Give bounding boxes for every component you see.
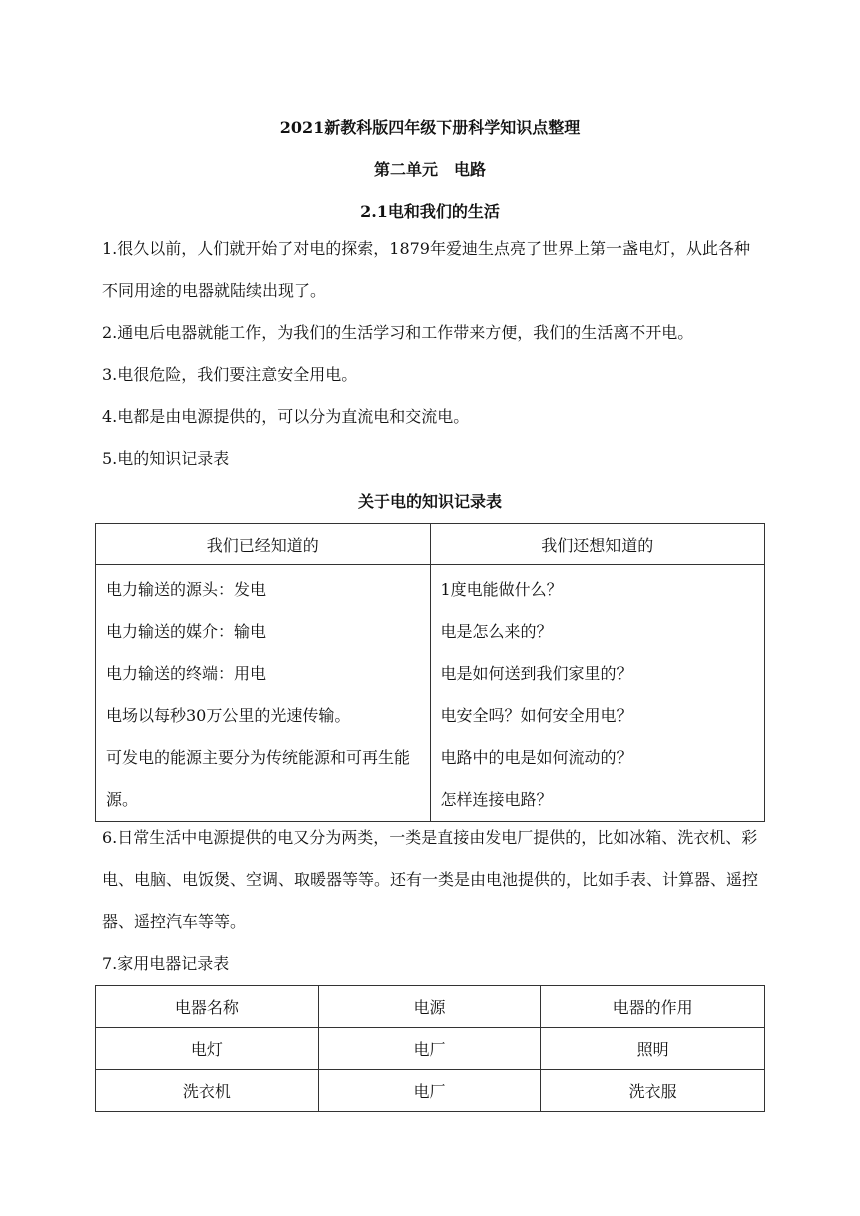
- want-item: 电路中的电是如何流动的？: [440, 748, 633, 767]
- want-cell: [430, 565, 765, 822]
- points-section: [102, 228, 762, 480]
- known-item: 电力输送的终端：用电: [106, 664, 267, 683]
- table-header-row: [96, 986, 765, 1028]
- point-4: 4.电都是由电源提供的，可以分为直流电和交流电。: [102, 407, 470, 426]
- table-cell: 电厂: [318, 1028, 541, 1070]
- table-cell: 洗衣服: [541, 1070, 765, 1112]
- electricity-knowledge-table: [95, 523, 765, 822]
- table1-caption: 关于电的知识记录表: [357, 492, 502, 511]
- table-row: [96, 1028, 765, 1070]
- table-row: [96, 565, 765, 822]
- want-item: 电是如何送到我们家里的？: [440, 664, 633, 683]
- known-item: 电力输送的媒介：输电: [106, 622, 267, 641]
- known-item: 电场以每秒30万公里的光速传输。: [106, 706, 351, 725]
- table-cell: 电灯: [96, 1028, 319, 1070]
- want-item: 电安全吗？如何安全用电？: [440, 706, 633, 725]
- table-header-cell: 电源: [318, 986, 541, 1028]
- table-cell: 电厂: [318, 1070, 541, 1112]
- point-6: 6.日常生活中电源提供的电又分为两类，一类是直接由发电厂提供的，比如冰箱、洗衣机、彩电、电脑、电饭煲、空调、取暖器等等。还有一类是由电池提供的，比如手表、计算器、遥控器、遥控汽车等等。: [102, 828, 759, 931]
- appliance-table: [95, 985, 765, 1112]
- point-5: 5.电的知识记录表: [102, 449, 230, 468]
- table-cell: 照明: [541, 1028, 765, 1070]
- point-7: 7.家用电器记录表: [102, 954, 230, 973]
- unit-title: 第二单元 电路: [373, 160, 486, 179]
- table-cell: 洗衣机: [96, 1070, 319, 1112]
- document-title: 2021新教科版四年级下册科学知识点整理: [279, 118, 581, 137]
- want-item: 怎样连接电路？: [440, 790, 553, 809]
- point-1: 1.很久以前，人们就开始了对电的探索，1879年爱迪生点亮了世界上第一盏电灯，从此各种不同用途的电器就陆续出现了。: [102, 239, 750, 300]
- point-3: 3.电很危险，我们要注意安全用电。: [102, 365, 358, 384]
- points-section-2: [102, 817, 762, 985]
- table-header-cell: 我们还想知道的: [430, 524, 765, 565]
- known-item: 可发电的能源主要分为传统能源和可再生能源。: [106, 748, 411, 809]
- table-header-cell: 我们已经知道的: [96, 524, 431, 565]
- known-cell: [96, 565, 431, 822]
- want-item: 1度电能做什么？: [440, 580, 563, 599]
- known-item: 电力输送的源头：发电: [106, 580, 267, 599]
- table-header-row: [96, 524, 765, 565]
- lesson-title: 2.1电和我们的生活: [360, 202, 500, 221]
- point-2: 2.通电后电器就能工作，为我们的生活学习和工作带来方便，我们的生活离不开电。: [102, 323, 694, 342]
- table-header-cell: 电器名称: [96, 986, 319, 1028]
- want-item: 电是怎么来的？: [440, 622, 553, 641]
- table-row: [96, 1070, 765, 1112]
- table-header-cell: 电器的作用: [541, 986, 765, 1028]
